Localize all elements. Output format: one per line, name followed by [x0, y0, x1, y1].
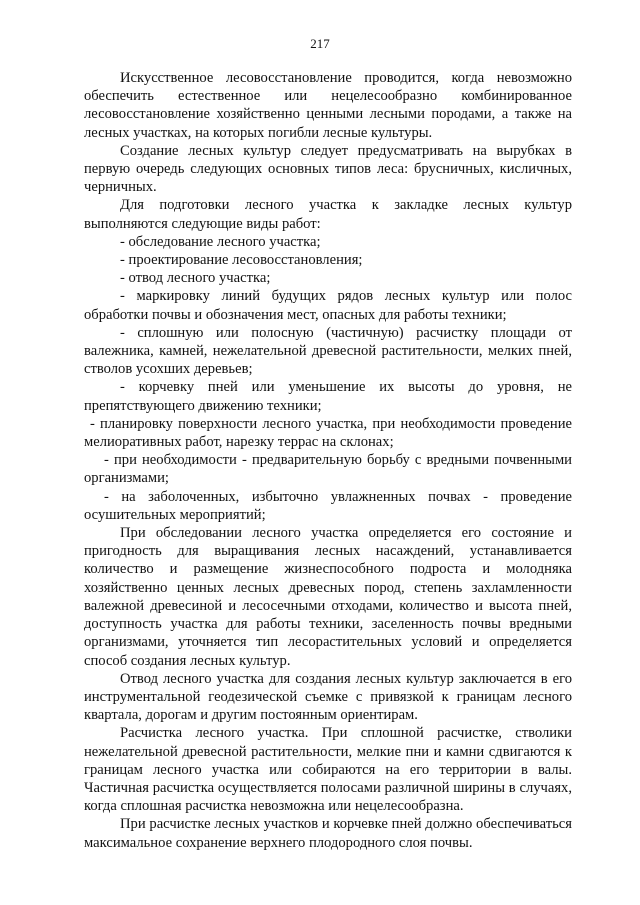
list-item: - корчевку пней или уменьшение их высоты до уровня, не препятствующего движению техники; — [84, 379, 572, 414]
list-item: - планировку поверхности лесного участка, при необходимости проведение мелиоративных работ, нарезку террас на склонах; — [84, 415, 572, 451]
paragraph: Для подготовки лесного участка к закладке лесных культур выполняются следующие виды работ: — [84, 197, 572, 232]
list-item: - при необходимости - предварительную борьбу с вредными почвенными организмами; — [84, 452, 572, 487]
page-number: 217 — [310, 36, 330, 51]
list-item: - проектирование лесовосстановления; — [120, 252, 363, 269]
paragraph: Отвод лесного участка для создания лесных культур заключается в его инструментальной геодезической съемке с привязкой к границам лесного квартала, дорогам и другим постоянным ориентирам. — [84, 670, 572, 724]
list-item: - обследование лесного участка; — [120, 233, 321, 250]
list-item: - отвод лесного участка; — [120, 270, 271, 287]
paragraph: Расчистка лесного участка. При сплошной расчистке, стволики нежелательной древесной растительности, мелкие пни и камни сдвигаются к границам лесного участка или собираются на его территории в валы. Частичная расчистка осуществляется полосами различной ширины в случаях, когда сплошная расчистка невозможна или нецелесообразна. — [84, 725, 572, 815]
list-item: - на заболоченных, избыточно увлажненных почвах - проведение осушительных мероприятий; — [84, 488, 572, 523]
page-body — [84, 69, 572, 852]
list-item: - маркировку линий будущих рядов лесных культур или полос обработки почвы и обозначения мест, опасных для работы техники; — [84, 288, 572, 323]
paragraph: Создание лесных культур следует предусматривать на вырубках в первую очередь следующих основных типов леса: брусничных, кисличных, черничных. — [84, 142, 572, 196]
list-item: - сплошную или полосную (частичную) расчистку площади от валежника, камней, нежелательной древесной растительности, мелких пней, стволов усохших деревьев; — [84, 324, 572, 378]
paragraph: При обследовании лесного участка определяется его состояние и пригодность для выращивания лесных насаждений, устанавливается количество и размещение жизнеспособного подроста и молодняка хозяйственно ценных лесных древесных пород, степень захламленности валежной древесиной и лесосечными отходами, количество и высота пней, доступность участка для работы техники, заселенность почвы вредными организмами, уточняется тип лесорастительных условий и определяется способ создания лесных культур. — [84, 525, 572, 669]
paragraph: Искусственное лесовосстановление проводится, когда невозможно обеспечить естественное или нецелесообразно комбинированное лесовосстановление хозяйственно ценными лесными породами, а также на лесных участках, на которых погибли лесные культуры. — [84, 70, 572, 141]
paragraph: При расчистке лесных участков и корчевке пней должно обеспечиваться максимальное сохранение верхнего плодородного слоя почвы. — [84, 816, 572, 851]
